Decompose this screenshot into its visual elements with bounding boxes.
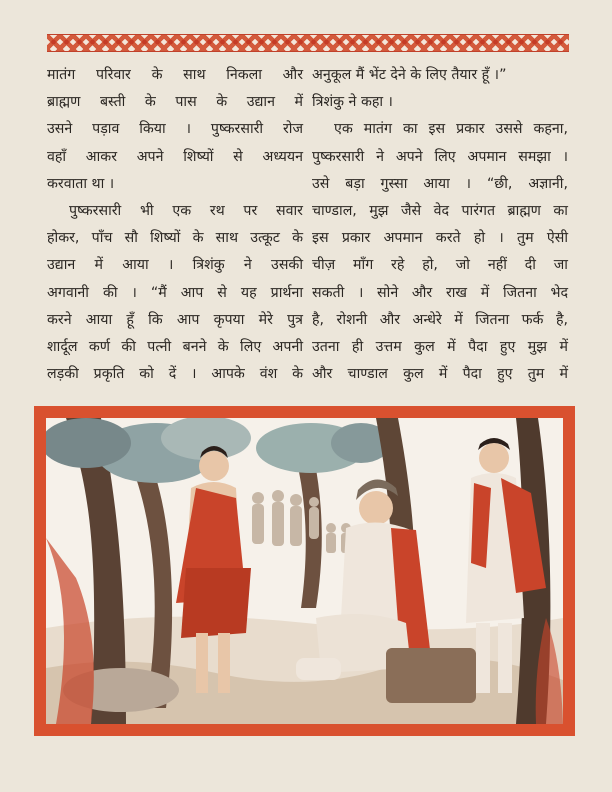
- text-line: चीज़ माँग रहे हो, जो नहीं दी जा: [312, 257, 568, 274]
- text-line: मातंग परिवार के साथ निकला और: [47, 67, 303, 83]
- text-line: उसने पड़ाव किया । पुष्करसारी रोज: [47, 121, 303, 138]
- text-line: अनुकूल मैं भेंट देने के लिए तैयार हूँ ।”: [312, 67, 507, 83]
- text-line: करने आया हूँ कि आप कृपया मेरे पुत्र: [47, 311, 303, 328]
- text-line: उद्यान में आया । त्रिशंकु ने उसकी: [47, 257, 303, 274]
- text-line: अगवानी की । “मैं आप से यह प्रार्थना: [47, 284, 303, 301]
- text-line: वहाँ आकर अपने शिष्यों से अध्ययन: [47, 148, 303, 165]
- ornamental-border: [47, 34, 569, 52]
- text-line: एक मातंग का इस प्रकार उससे कहना,: [334, 121, 568, 138]
- illustration-frame: [34, 406, 575, 736]
- text-line: शार्दूल कर्ण की पत्नी बनने के लिए अपनी: [47, 339, 303, 356]
- right-column: [312, 62, 568, 388]
- text-line: पुष्करसारी ने अपने लिए अपमान समझा ।: [312, 148, 568, 165]
- left-column: [47, 62, 303, 388]
- text-line: ब्राह्मण बस्ती के पास के उद्यान में: [47, 94, 303, 111]
- text-line: और चाण्डाल कुल में पैदा हुए तुम में: [312, 366, 568, 383]
- text-line: सकती । सोने और राख में जितना भेद: [312, 284, 568, 301]
- text-line: है, रोशनी और अन्धेरे में जितना फर्क है,: [312, 311, 568, 328]
- text-line: होकर, पाँच सौ शिष्यों के साथ उत्कूट के: [47, 230, 303, 247]
- illustration-image: [46, 418, 563, 724]
- text-line: इस प्रकार अपमान करते हो । तुम ऐसी: [312, 230, 568, 247]
- text-line: पुष्करसारी भी एक रथ पर सवार: [69, 203, 303, 220]
- text-line: करवाता था ।: [47, 175, 115, 192]
- text-line: त्रिशंकु ने कहा ।: [312, 94, 393, 111]
- text-line: उतना ही उत्तम कुल में पैदा हुए मुझ में: [312, 339, 568, 356]
- text-line: उसे बड़ा गुस्सा आया । “छी, अज्ञानी,: [312, 175, 568, 192]
- text-line: चाण्डाल, मुझ जैसे वेद पारंगत ब्राह्मण का: [312, 203, 568, 220]
- text-line: लड़की प्रकृति को दें । आपके वंश के: [47, 366, 303, 383]
